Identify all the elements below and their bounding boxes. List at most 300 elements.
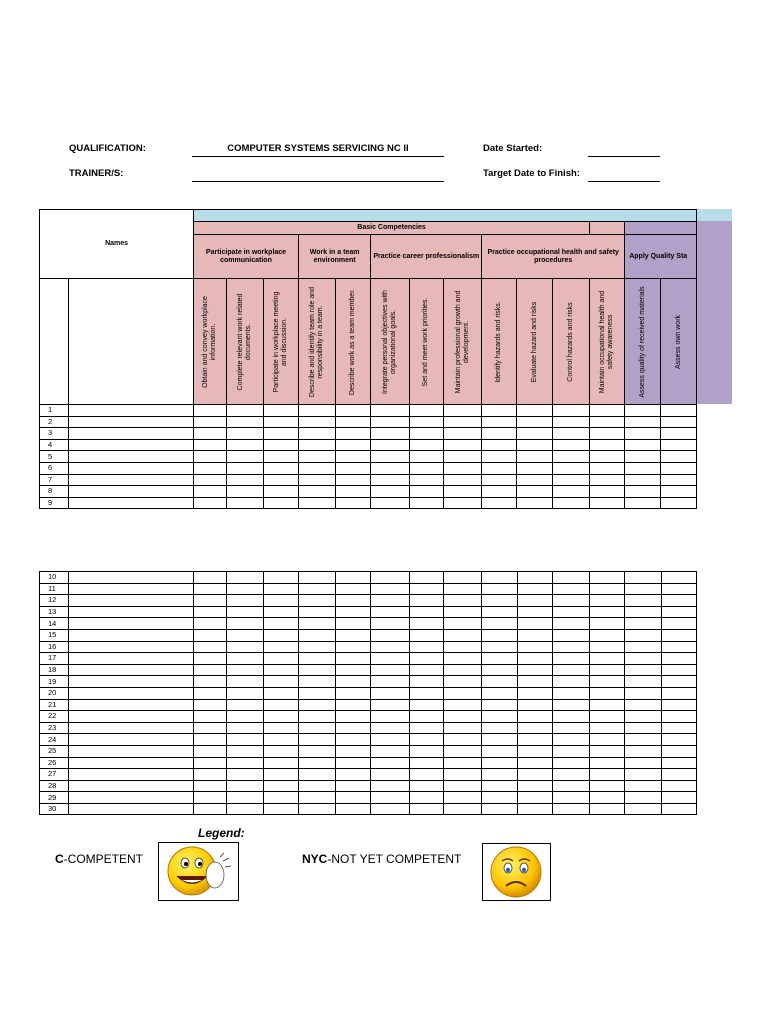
competency-cell[interactable] xyxy=(371,497,409,509)
competency-cell[interactable] xyxy=(661,416,697,428)
trainee-name-cell[interactable] xyxy=(69,572,194,584)
competency-cell[interactable] xyxy=(227,606,263,618)
competency-cell[interactable] xyxy=(661,757,696,769)
competency-cell[interactable] xyxy=(482,583,517,595)
competency-cell[interactable] xyxy=(482,618,517,630)
competency-cell[interactable] xyxy=(227,687,263,699)
competency-cell[interactable] xyxy=(444,769,482,781)
competency-cell[interactable] xyxy=(552,664,589,676)
competency-cell[interactable] xyxy=(661,653,696,665)
competency-cell[interactable] xyxy=(444,757,482,769)
competency-cell[interactable] xyxy=(552,792,589,804)
competency-cell[interactable] xyxy=(552,451,589,463)
competency-cell[interactable] xyxy=(625,462,661,474)
competency-cell[interactable] xyxy=(263,606,298,618)
competency-cell[interactable] xyxy=(517,416,552,428)
competency-cell[interactable] xyxy=(482,439,517,451)
competency-cell[interactable] xyxy=(409,676,443,688)
competency-cell[interactable] xyxy=(444,618,482,630)
competency-cell[interactable] xyxy=(409,734,443,746)
competency-cell[interactable] xyxy=(227,722,263,734)
competency-cell[interactable] xyxy=(194,451,227,463)
competency-cell[interactable] xyxy=(336,462,371,474)
competency-cell[interactable] xyxy=(409,497,443,509)
competency-cell[interactable] xyxy=(263,803,298,815)
competency-cell[interactable] xyxy=(263,687,298,699)
competency-cell[interactable] xyxy=(661,618,696,630)
competency-cell[interactable] xyxy=(625,474,661,486)
competency-cell[interactable] xyxy=(371,439,409,451)
competency-cell[interactable] xyxy=(625,769,661,781)
competency-cell[interactable] xyxy=(298,618,335,630)
competency-cell[interactable] xyxy=(409,641,443,653)
competency-cell[interactable] xyxy=(263,486,298,498)
competency-cell[interactable] xyxy=(590,699,625,711)
competency-cell[interactable] xyxy=(194,722,227,734)
competency-cell[interactable] xyxy=(589,439,624,451)
competency-cell[interactable] xyxy=(590,664,625,676)
competency-cell[interactable] xyxy=(336,664,371,676)
trainee-name-cell[interactable] xyxy=(69,595,194,607)
competency-cell[interactable] xyxy=(482,486,517,498)
competency-cell[interactable] xyxy=(298,734,335,746)
competency-cell[interactable] xyxy=(263,699,298,711)
competency-cell[interactable] xyxy=(589,451,624,463)
competency-cell[interactable] xyxy=(589,474,624,486)
competency-cell[interactable] xyxy=(517,629,552,641)
competency-cell[interactable] xyxy=(371,583,409,595)
competency-cell[interactable] xyxy=(482,653,517,665)
competency-cell[interactable] xyxy=(661,687,696,699)
competency-cell[interactable] xyxy=(443,439,481,451)
competency-cell[interactable] xyxy=(409,722,443,734)
competency-cell[interactable] xyxy=(590,803,625,815)
trainee-name-cell[interactable] xyxy=(69,664,194,676)
competency-cell[interactable] xyxy=(444,629,482,641)
competency-cell[interactable] xyxy=(298,583,335,595)
competency-cell[interactable] xyxy=(194,687,227,699)
competency-cell[interactable] xyxy=(298,416,335,428)
competency-cell[interactable] xyxy=(482,687,517,699)
competency-cell[interactable] xyxy=(482,745,517,757)
competency-cell[interactable] xyxy=(590,595,625,607)
competency-cell[interactable] xyxy=(194,769,227,781)
competency-cell[interactable] xyxy=(589,405,624,417)
competency-cell[interactable] xyxy=(263,416,298,428)
competency-cell[interactable] xyxy=(444,687,482,699)
competency-cell[interactable] xyxy=(625,699,661,711)
competency-cell[interactable] xyxy=(194,792,227,804)
competency-cell[interactable] xyxy=(263,780,298,792)
competency-cell[interactable] xyxy=(371,474,409,486)
competency-cell[interactable] xyxy=(661,769,696,781)
competency-cell[interactable] xyxy=(263,428,298,440)
competency-cell[interactable] xyxy=(552,439,589,451)
competency-cell[interactable] xyxy=(661,439,697,451)
competency-cell[interactable] xyxy=(336,769,371,781)
competency-cell[interactable] xyxy=(590,641,625,653)
competency-cell[interactable] xyxy=(336,653,371,665)
competency-cell[interactable] xyxy=(661,486,697,498)
competency-cell[interactable] xyxy=(590,792,625,804)
competency-cell[interactable] xyxy=(590,583,625,595)
competency-cell[interactable] xyxy=(482,722,517,734)
competency-cell[interactable] xyxy=(661,676,696,688)
competency-cell[interactable] xyxy=(443,486,481,498)
competency-cell[interactable] xyxy=(409,803,443,815)
competency-cell[interactable] xyxy=(517,474,552,486)
competency-cell[interactable] xyxy=(590,629,625,641)
competency-cell[interactable] xyxy=(625,618,661,630)
competency-cell[interactable] xyxy=(444,711,482,723)
competency-cell[interactable] xyxy=(517,699,552,711)
trainee-name-cell[interactable] xyxy=(69,439,194,451)
competency-cell[interactable] xyxy=(336,405,371,417)
competency-cell[interactable] xyxy=(589,416,624,428)
competency-cell[interactable] xyxy=(409,780,443,792)
competency-cell[interactable] xyxy=(194,416,227,428)
competency-cell[interactable] xyxy=(227,699,263,711)
competency-cell[interactable] xyxy=(227,583,263,595)
competency-cell[interactable] xyxy=(227,757,263,769)
competency-cell[interactable] xyxy=(371,722,409,734)
competency-cell[interactable] xyxy=(517,745,552,757)
competency-cell[interactable] xyxy=(661,664,696,676)
competency-cell[interactable] xyxy=(298,745,335,757)
competency-cell[interactable] xyxy=(625,780,661,792)
competency-cell[interactable] xyxy=(444,734,482,746)
competency-cell[interactable] xyxy=(443,428,481,440)
competency-cell[interactable] xyxy=(371,664,409,676)
competency-cell[interactable] xyxy=(227,572,263,584)
competency-cell[interactable] xyxy=(263,641,298,653)
competency-cell[interactable] xyxy=(482,780,517,792)
competency-cell[interactable] xyxy=(336,711,371,723)
competency-cell[interactable] xyxy=(227,711,263,723)
competency-cell[interactable] xyxy=(482,474,517,486)
competency-cell[interactable] xyxy=(661,780,696,792)
trainee-name-cell[interactable] xyxy=(69,699,194,711)
competency-cell[interactable] xyxy=(409,474,443,486)
competency-cell[interactable] xyxy=(552,629,589,641)
competency-cell[interactable] xyxy=(409,757,443,769)
competency-cell[interactable] xyxy=(444,745,482,757)
competency-cell[interactable] xyxy=(552,572,589,584)
competency-cell[interactable] xyxy=(625,486,661,498)
competency-cell[interactable] xyxy=(444,699,482,711)
qualification-field[interactable] xyxy=(192,143,444,157)
competency-cell[interactable] xyxy=(336,803,371,815)
competency-cell[interactable] xyxy=(227,497,263,509)
competency-cell[interactable] xyxy=(589,428,624,440)
competency-cell[interactable] xyxy=(409,653,443,665)
competency-cell[interactable] xyxy=(298,803,335,815)
competency-cell[interactable] xyxy=(517,641,552,653)
trainee-name-cell[interactable] xyxy=(69,803,194,815)
competency-cell[interactable] xyxy=(625,428,661,440)
competency-cell[interactable] xyxy=(298,769,335,781)
competency-cell[interactable] xyxy=(625,664,661,676)
competency-cell[interactable] xyxy=(227,439,263,451)
competency-cell[interactable] xyxy=(444,653,482,665)
competency-cell[interactable] xyxy=(227,451,263,463)
competency-cell[interactable] xyxy=(552,595,589,607)
competency-cell[interactable] xyxy=(298,428,335,440)
competency-cell[interactable] xyxy=(444,722,482,734)
competency-cell[interactable] xyxy=(194,462,227,474)
competency-cell[interactable] xyxy=(625,439,661,451)
competency-cell[interactable] xyxy=(625,653,661,665)
competency-cell[interactable] xyxy=(661,462,697,474)
competency-cell[interactable] xyxy=(227,486,263,498)
competency-cell[interactable] xyxy=(552,497,589,509)
trainee-name-cell[interactable] xyxy=(69,416,194,428)
competency-cell[interactable] xyxy=(661,711,696,723)
competency-cell[interactable] xyxy=(263,745,298,757)
competency-cell[interactable] xyxy=(298,653,335,665)
competency-cell[interactable] xyxy=(409,618,443,630)
competency-cell[interactable] xyxy=(590,687,625,699)
competency-cell[interactable] xyxy=(625,641,661,653)
competency-cell[interactable] xyxy=(371,699,409,711)
competency-cell[interactable] xyxy=(227,769,263,781)
competency-cell[interactable] xyxy=(482,676,517,688)
trainee-name-cell[interactable] xyxy=(69,780,194,792)
competency-cell[interactable] xyxy=(298,699,335,711)
competency-cell[interactable] xyxy=(409,745,443,757)
competency-cell[interactable] xyxy=(552,803,589,815)
competency-cell[interactable] xyxy=(482,757,517,769)
competency-cell[interactable] xyxy=(194,572,227,584)
competency-cell[interactable] xyxy=(409,792,443,804)
competency-cell[interactable] xyxy=(409,583,443,595)
competency-cell[interactable] xyxy=(552,699,589,711)
competency-cell[interactable] xyxy=(482,699,517,711)
competency-cell[interactable] xyxy=(625,606,661,618)
competency-cell[interactable] xyxy=(590,572,625,584)
competency-cell[interactable] xyxy=(589,497,624,509)
competency-cell[interactable] xyxy=(371,676,409,688)
competency-cell[interactable] xyxy=(227,653,263,665)
competency-cell[interactable] xyxy=(409,699,443,711)
competency-cell[interactable] xyxy=(661,572,696,584)
competency-cell[interactable] xyxy=(298,439,335,451)
trainee-name-cell[interactable] xyxy=(69,653,194,665)
competency-cell[interactable] xyxy=(409,711,443,723)
competency-cell[interactable] xyxy=(298,451,335,463)
competency-cell[interactable] xyxy=(336,583,371,595)
competency-cell[interactable] xyxy=(298,629,335,641)
competency-cell[interactable] xyxy=(625,711,661,723)
competency-cell[interactable] xyxy=(552,474,589,486)
competency-cell[interactable] xyxy=(589,486,624,498)
competency-cell[interactable] xyxy=(263,474,298,486)
competency-cell[interactable] xyxy=(661,699,696,711)
competency-cell[interactable] xyxy=(263,618,298,630)
competency-cell[interactable] xyxy=(227,629,263,641)
competency-cell[interactable] xyxy=(517,595,552,607)
competency-cell[interactable] xyxy=(371,618,409,630)
competency-cell[interactable] xyxy=(298,486,335,498)
competency-cell[interactable] xyxy=(336,451,371,463)
competency-cell[interactable] xyxy=(194,439,227,451)
trainee-name-cell[interactable] xyxy=(69,486,194,498)
competency-cell[interactable] xyxy=(625,676,661,688)
competency-cell[interactable] xyxy=(194,780,227,792)
competency-cell[interactable] xyxy=(625,687,661,699)
competency-cell[interactable] xyxy=(194,757,227,769)
competency-cell[interactable] xyxy=(336,428,371,440)
competency-cell[interactable] xyxy=(443,405,481,417)
competency-cell[interactable] xyxy=(552,416,589,428)
competency-cell[interactable] xyxy=(263,583,298,595)
competency-cell[interactable] xyxy=(336,486,371,498)
competency-cell[interactable] xyxy=(482,803,517,815)
competency-cell[interactable] xyxy=(482,664,517,676)
competency-cell[interactable] xyxy=(194,699,227,711)
competency-cell[interactable] xyxy=(194,595,227,607)
competency-cell[interactable] xyxy=(625,595,661,607)
competency-cell[interactable] xyxy=(482,769,517,781)
competency-cell[interactable] xyxy=(194,583,227,595)
competency-cell[interactable] xyxy=(552,653,589,665)
competency-cell[interactable] xyxy=(371,606,409,618)
competency-cell[interactable] xyxy=(194,474,227,486)
competency-cell[interactable] xyxy=(409,486,443,498)
competency-cell[interactable] xyxy=(336,439,371,451)
competency-cell[interactable] xyxy=(444,664,482,676)
trainee-name-cell[interactable] xyxy=(69,792,194,804)
competency-cell[interactable] xyxy=(661,803,696,815)
competency-cell[interactable] xyxy=(482,451,517,463)
competency-cell[interactable] xyxy=(194,803,227,815)
trainee-name-cell[interactable] xyxy=(69,734,194,746)
competency-cell[interactable] xyxy=(590,780,625,792)
competency-cell[interactable] xyxy=(263,462,298,474)
competency-cell[interactable] xyxy=(371,780,409,792)
competency-cell[interactable] xyxy=(482,629,517,641)
competency-cell[interactable] xyxy=(194,641,227,653)
competency-cell[interactable] xyxy=(336,687,371,699)
competency-cell[interactable] xyxy=(194,734,227,746)
competency-cell[interactable] xyxy=(444,641,482,653)
competency-cell[interactable] xyxy=(336,641,371,653)
competency-cell[interactable] xyxy=(517,462,552,474)
competency-cell[interactable] xyxy=(227,595,263,607)
competency-cell[interactable] xyxy=(482,497,517,509)
competency-cell[interactable] xyxy=(552,405,589,417)
competency-cell[interactable] xyxy=(263,595,298,607)
competency-cell[interactable] xyxy=(371,757,409,769)
competency-cell[interactable] xyxy=(298,497,335,509)
competency-cell[interactable] xyxy=(443,474,481,486)
competency-cell[interactable] xyxy=(552,676,589,688)
competency-cell[interactable] xyxy=(298,572,335,584)
competency-cell[interactable] xyxy=(194,653,227,665)
competency-cell[interactable] xyxy=(227,803,263,815)
competency-cell[interactable] xyxy=(625,583,661,595)
trainee-name-cell[interactable] xyxy=(69,405,194,417)
competency-cell[interactable] xyxy=(263,664,298,676)
trainee-name-cell[interactable] xyxy=(69,451,194,463)
competency-cell[interactable] xyxy=(590,757,625,769)
competency-cell[interactable] xyxy=(590,606,625,618)
competency-cell[interactable] xyxy=(661,629,696,641)
competency-cell[interactable] xyxy=(336,618,371,630)
competency-cell[interactable] xyxy=(590,734,625,746)
competency-cell[interactable] xyxy=(336,780,371,792)
trainee-name-cell[interactable] xyxy=(69,687,194,699)
competency-cell[interactable] xyxy=(336,497,371,509)
competency-cell[interactable] xyxy=(482,606,517,618)
competency-cell[interactable] xyxy=(661,606,696,618)
competency-cell[interactable] xyxy=(444,803,482,815)
competency-cell[interactable] xyxy=(409,769,443,781)
competency-cell[interactable] xyxy=(482,462,517,474)
competency-cell[interactable] xyxy=(409,451,443,463)
competency-cell[interactable] xyxy=(552,583,589,595)
competency-cell[interactable] xyxy=(298,722,335,734)
trainee-name-cell[interactable] xyxy=(69,769,194,781)
competency-cell[interactable] xyxy=(194,486,227,498)
competency-cell[interactable] xyxy=(194,428,227,440)
competency-cell[interactable] xyxy=(371,792,409,804)
competency-cell[interactable] xyxy=(552,687,589,699)
competency-cell[interactable] xyxy=(552,780,589,792)
competency-cell[interactable] xyxy=(517,497,552,509)
trainee-name-cell[interactable] xyxy=(69,474,194,486)
competency-cell[interactable] xyxy=(661,451,697,463)
trainee-name-cell[interactable] xyxy=(69,711,194,723)
trainee-name-cell[interactable] xyxy=(69,745,194,757)
competency-cell[interactable] xyxy=(444,572,482,584)
competency-cell[interactable] xyxy=(625,803,661,815)
competency-cell[interactable] xyxy=(661,428,697,440)
competency-cell[interactable] xyxy=(336,734,371,746)
competency-cell[interactable] xyxy=(482,428,517,440)
competency-cell[interactable] xyxy=(517,769,552,781)
competency-cell[interactable] xyxy=(263,734,298,746)
competency-cell[interactable] xyxy=(227,734,263,746)
trainee-name-cell[interactable] xyxy=(69,606,194,618)
trainee-name-cell[interactable] xyxy=(69,676,194,688)
competency-cell[interactable] xyxy=(517,664,552,676)
competency-cell[interactable] xyxy=(517,687,552,699)
competency-cell[interactable] xyxy=(336,629,371,641)
competency-cell[interactable] xyxy=(336,757,371,769)
competency-cell[interactable] xyxy=(371,572,409,584)
competency-cell[interactable] xyxy=(298,641,335,653)
competency-cell[interactable] xyxy=(263,572,298,584)
competency-cell[interactable] xyxy=(482,734,517,746)
competency-cell[interactable] xyxy=(263,439,298,451)
competency-cell[interactable] xyxy=(482,711,517,723)
competency-cell[interactable] xyxy=(552,734,589,746)
competency-cell[interactable] xyxy=(552,618,589,630)
competency-cell[interactable] xyxy=(298,474,335,486)
competency-cell[interactable] xyxy=(517,792,552,804)
competency-cell[interactable] xyxy=(590,711,625,723)
competency-cell[interactable] xyxy=(298,462,335,474)
competency-cell[interactable] xyxy=(371,687,409,699)
competency-cell[interactable] xyxy=(482,641,517,653)
competency-cell[interactable] xyxy=(517,572,552,584)
competency-cell[interactable] xyxy=(552,606,589,618)
competency-cell[interactable] xyxy=(194,629,227,641)
competency-cell[interactable] xyxy=(263,405,298,417)
competency-cell[interactable] xyxy=(517,583,552,595)
competency-cell[interactable] xyxy=(263,711,298,723)
